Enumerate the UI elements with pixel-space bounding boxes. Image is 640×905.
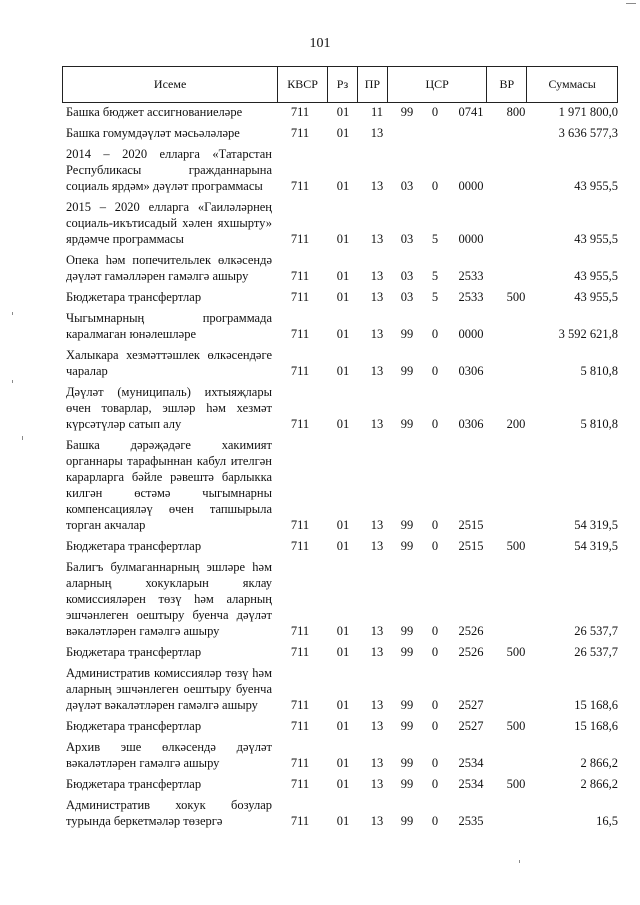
cell-pr: 13: [370, 624, 384, 638]
cell-csr2: 0: [431, 518, 439, 532]
scan-speck: [519, 860, 520, 863]
cell-csr1: 99: [400, 719, 414, 733]
cell-sum: 43 955,5: [574, 290, 618, 304]
cell-csr3: 2535: [458, 814, 484, 828]
cell-csr3: 2534: [458, 777, 484, 791]
table-row: [66, 739, 618, 771]
cell-csr2: 5: [431, 269, 439, 283]
cell-name: 2014 – 2020 елларга «Татарстан Республикасы гражданнарына социаль ярдәм» дәүләт программасы: [66, 147, 272, 193]
cell-csr1: 99: [400, 814, 414, 828]
cell-sum: 5 810,8: [580, 417, 618, 431]
cell-kvsr: 711: [290, 179, 310, 193]
table-row: [66, 644, 618, 660]
cell-rz: 01: [336, 719, 350, 733]
cell-sum: 15 168,6: [574, 719, 618, 733]
cell-pr: 13: [370, 417, 384, 431]
cell-rz: 01: [336, 269, 350, 283]
cell-vr: 500: [506, 645, 526, 659]
cell-kvsr: 711: [290, 645, 310, 659]
cell-kvsr: 711: [290, 624, 310, 638]
cell-sum: 2 866,2: [580, 777, 618, 791]
header-vr: ВР: [487, 67, 527, 102]
cell-sum: 1 971 800,0: [558, 105, 618, 119]
cell-rz: 01: [336, 232, 350, 246]
cell-csr3: 2533: [458, 269, 484, 283]
cell-rz: 01: [336, 327, 350, 341]
cell-csr2: 0: [431, 624, 439, 638]
cell-csr3: 2515: [458, 539, 484, 553]
cell-kvsr: 711: [290, 364, 310, 378]
cell-csr3: 2526: [458, 624, 484, 638]
cell-csr2: 0: [431, 814, 439, 828]
cell-rz: 01: [336, 777, 350, 791]
cell-pr: 13: [370, 518, 384, 532]
cell-csr2: 5: [431, 290, 439, 304]
cell-csr1: 99: [400, 756, 414, 770]
cell-name: Дәүләт (муниципаль) ихтыяҗлары өчен товарлар, эшләр һәм хезмәт күрсәтүләр сатып алу: [66, 385, 272, 431]
cell-name: Бюджетара трансфертлар: [66, 645, 202, 659]
header-kvsr: КВСР: [278, 67, 328, 102]
cell-csr2: 0: [431, 539, 439, 553]
cell-csr3: 2527: [458, 698, 484, 712]
cell-kvsr: 711: [290, 539, 310, 553]
cell-vr: 500: [506, 290, 526, 304]
cell-pr: 13: [370, 645, 384, 659]
cell-csr3: 2527: [458, 719, 484, 733]
table-row: [66, 384, 618, 432]
scan-speck: [12, 380, 13, 383]
cell-csr2: 0: [431, 645, 439, 659]
cell-csr1: 03: [400, 179, 414, 193]
cell-csr2: 0: [431, 105, 439, 119]
cell-kvsr: 711: [290, 814, 310, 828]
page-number: 101: [309, 36, 331, 51]
cell-name: Бюджетара трансфертлар: [66, 539, 202, 553]
cell-csr2: 0: [431, 327, 439, 341]
cell-rz: 01: [336, 539, 350, 553]
cell-pr: 13: [370, 126, 384, 140]
cell-csr2: 0: [431, 719, 439, 733]
cell-sum: 2 866,2: [580, 756, 618, 770]
cell-csr1: 99: [400, 624, 414, 638]
table-header: [62, 66, 618, 103]
cell-csr3: 2534: [458, 756, 484, 770]
cell-kvsr: 711: [290, 756, 310, 770]
cell-csr2: 0: [431, 698, 439, 712]
cell-rz: 01: [336, 105, 350, 119]
cell-sum: 43 955,5: [574, 232, 618, 246]
table-row: [66, 718, 618, 734]
header-pr: ПР: [358, 67, 388, 102]
cell-name: Опека һәм попечительлек өлкәсендә дәүләт гамәлләрен гамәлгә ашыру: [66, 253, 272, 283]
cell-pr: 13: [370, 719, 384, 733]
cell-csr1: 99: [400, 105, 414, 119]
table-row: [66, 665, 618, 713]
cell-sum: 3 592 621,8: [558, 327, 618, 341]
cell-csr3: 2533: [458, 290, 484, 304]
cell-vr: 500: [506, 777, 526, 791]
cell-csr3: 0306: [458, 364, 484, 378]
cell-rz: 01: [336, 698, 350, 712]
cell-csr1: 99: [400, 417, 414, 431]
scan-speck: [626, 3, 636, 4]
cell-name: Халыкара хезмәттәшлек өлкәсендәге чаралар: [66, 348, 272, 378]
cell-name: Бюджетара трансфертлар: [66, 719, 202, 733]
cell-name: Архив эше өлкәсендә дәүләт вәкаләтләрен гамәлгә ашыру: [66, 740, 272, 770]
table-row: [66, 310, 618, 342]
cell-rz: 01: [336, 624, 350, 638]
cell-rz: 01: [336, 518, 350, 532]
cell-pr: 13: [370, 698, 384, 712]
cell-rz: 01: [336, 126, 350, 140]
header-csr: ЦСР: [388, 67, 488, 102]
cell-name: Чыгымнарның программада каралмаган юнәлешләре: [66, 311, 272, 341]
scan-speck: [12, 312, 13, 315]
cell-pr: 13: [370, 327, 384, 341]
cell-csr3: 0306: [458, 417, 484, 431]
cell-csr2: 0: [431, 364, 439, 378]
cell-csr3: 2515: [458, 518, 484, 532]
cell-kvsr: 711: [290, 417, 310, 431]
cell-name: Административ хокук бозулар турында беркетмәләр төзергә: [66, 798, 272, 828]
table-row: [66, 797, 618, 829]
cell-pr: 13: [370, 756, 384, 770]
cell-csr1: 99: [400, 645, 414, 659]
cell-csr1: 99: [400, 777, 414, 791]
cell-name: Бюджетара трансфертлар: [66, 777, 202, 791]
cell-pr: 13: [370, 290, 384, 304]
cell-rz: 01: [336, 179, 350, 193]
cell-kvsr: 711: [290, 269, 310, 283]
cell-rz: 01: [336, 290, 350, 304]
cell-pr: 13: [370, 539, 384, 553]
cell-csr2: 0: [431, 417, 439, 431]
cell-csr3: 0000: [458, 327, 484, 341]
cell-csr2: 0: [431, 179, 439, 193]
cell-pr: 13: [370, 814, 384, 828]
cell-sum: 54 319,5: [574, 518, 618, 532]
cell-csr2: 5: [431, 232, 439, 246]
cell-csr1: 03: [400, 290, 414, 304]
header-sum: Суммасы: [548, 77, 596, 91]
cell-kvsr: 711: [290, 327, 310, 341]
cell-rz: 01: [336, 417, 350, 431]
cell-sum: 16,5: [596, 814, 618, 828]
cell-sum: 3 636 577,3: [558, 126, 618, 140]
cell-sum: 54 319,5: [574, 539, 618, 553]
cell-sum: 43 955,5: [574, 179, 618, 193]
table-row: [66, 776, 618, 792]
cell-csr1: 99: [400, 518, 414, 532]
cell-kvsr: 711: [290, 518, 310, 532]
cell-name: Башка бюджет ассигнованиеләре: [66, 105, 243, 119]
table-body: [66, 104, 618, 834]
cell-kvsr: 711: [290, 105, 310, 119]
table-row: [66, 146, 618, 194]
cell-name: 2015 – 2020 елларга «Гаиләләрнең социаль-икътисадый хәлен яхшырту» ярдәмче программасы: [66, 200, 272, 246]
cell-sum: 15 168,6: [574, 698, 618, 712]
cell-csr3: 0000: [458, 232, 484, 246]
cell-name: Административ комиссияләр төзү һәм аларның эшчәнлеген оештыру буенча дәүләт вәкаләтләрен гамәлгә ашыру: [66, 666, 272, 712]
header-name: Исеме: [63, 67, 278, 102]
cell-kvsr: 711: [290, 232, 310, 246]
cell-kvsr: 711: [290, 698, 310, 712]
cell-csr2: 0: [431, 756, 439, 770]
table-row: [66, 252, 618, 284]
cell-pr: 13: [370, 179, 384, 193]
table-row: [66, 347, 618, 379]
cell-name: Балигъ булмаганнарның эшләре һәм аларның хокукларын яклау комиссияләрен төзү һәм аларның эшчәнлеген оештыру буенча дәүләт вәкаләтләрен гамәлгә ашыру: [66, 560, 272, 638]
cell-sum: 26 537,7: [574, 624, 618, 638]
table-row: [66, 125, 618, 141]
cell-pr: 13: [370, 269, 384, 283]
cell-vr: 200: [506, 417, 526, 431]
cell-kvsr: 711: [290, 290, 310, 304]
cell-csr1: 99: [400, 539, 414, 553]
cell-kvsr: 711: [290, 719, 310, 733]
cell-rz: 01: [336, 645, 350, 659]
cell-csr1: 99: [400, 327, 414, 341]
cell-rz: 01: [336, 814, 350, 828]
cell-pr: 13: [370, 364, 384, 378]
cell-pr: 13: [370, 232, 384, 246]
cell-csr3: 0741: [458, 105, 484, 119]
cell-rz: 01: [336, 756, 350, 770]
cell-csr2: 0: [431, 777, 439, 791]
table-row: [66, 538, 618, 554]
cell-kvsr: 711: [290, 777, 310, 791]
cell-csr1: 99: [400, 698, 414, 712]
cell-sum: 43 955,5: [574, 269, 618, 283]
header-rz: Рз: [328, 67, 358, 102]
cell-pr: 11: [370, 105, 384, 119]
table-row: [66, 559, 618, 639]
cell-csr3: 2526: [458, 645, 484, 659]
cell-name: Бюджетара трансфертлар: [66, 290, 202, 304]
cell-name: Башка гомумдәүләт мәсьәләләре: [66, 126, 240, 140]
cell-csr3: 0000: [458, 179, 484, 193]
cell-name: Башка дәрәҗәдәге хакимият органнары тарафыннан кабул ителгән карарларга бәйле рәвештә барлыкка килгән өстәмә чыгымнарны компенсацияләү өчен тапшырыла торган акчалар: [66, 438, 272, 532]
cell-kvsr: 711: [290, 126, 310, 140]
cell-rz: 01: [336, 364, 350, 378]
table-row: [66, 199, 618, 247]
table-row: [66, 289, 618, 305]
cell-csr1: 03: [400, 269, 414, 283]
cell-vr: 800: [506, 105, 526, 119]
cell-csr1: 99: [400, 364, 414, 378]
scan-speck: [22, 436, 23, 440]
cell-vr: 500: [506, 539, 526, 553]
cell-pr: 13: [370, 777, 384, 791]
cell-csr1: 03: [400, 232, 414, 246]
cell-sum: 26 537,7: [574, 645, 618, 659]
cell-sum: 5 810,8: [580, 364, 618, 378]
table-row: [66, 437, 618, 533]
cell-vr: 500: [506, 719, 526, 733]
table-row: [66, 104, 618, 120]
